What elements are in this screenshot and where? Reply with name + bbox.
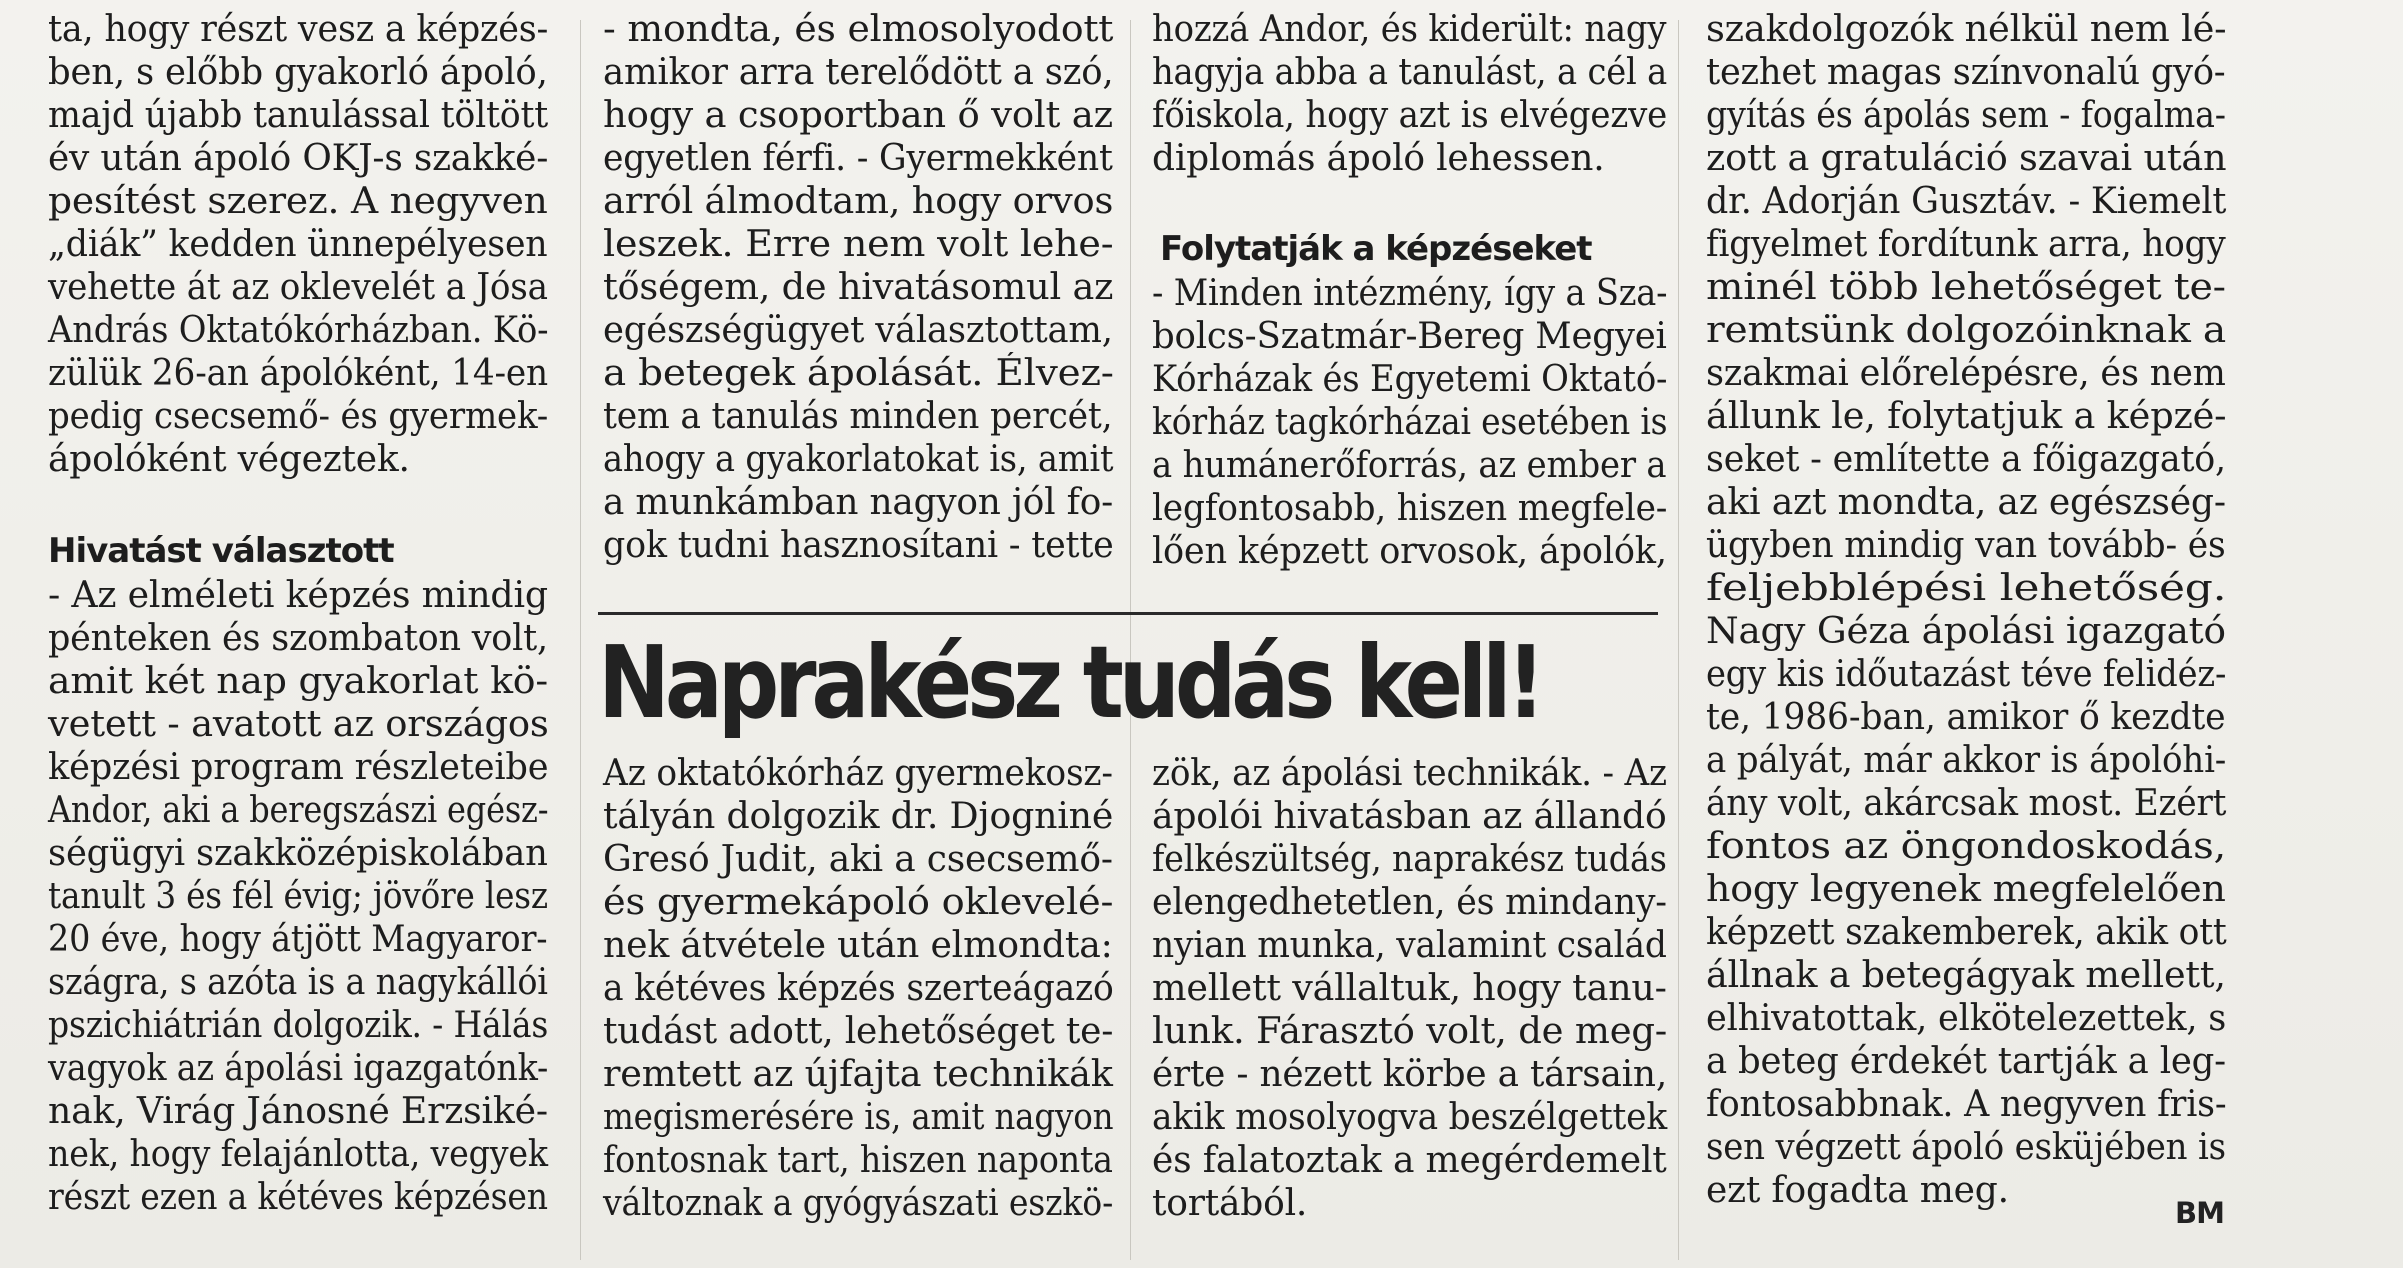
- text-line: Andor, aki a beregszászi egész-: [48, 790, 549, 831]
- text-line: hagyja abba a tanulást, a cél a: [1152, 52, 1668, 93]
- text-line: majd újabb tanulással töltött: [48, 95, 549, 136]
- text-line: fontosabbnak. A negyven fris-: [1706, 1084, 2227, 1125]
- text-line: tudást adott, lehetőséget te-: [603, 1011, 1114, 1052]
- text-line: nek, hogy felajánlotta, vegyek: [48, 1134, 548, 1175]
- text-line: ügyben mindig van tovább- és: [1706, 525, 2226, 566]
- text-line: év után ápoló OKJ-s szakké-: [48, 138, 549, 179]
- text-line: a pályát, már akkor is ápolóhi-: [1706, 740, 2227, 781]
- text-line: remtett az újfajta technikák: [603, 1054, 1113, 1095]
- text-line: hozzá Andor, és kiderült: nagy: [1152, 9, 1667, 50]
- text-line: fontos az öngondoskodás,: [1706, 826, 2227, 867]
- text-line: - mondta, és elmosolyodott: [603, 9, 1114, 50]
- text-line: a munkámban nagyon jól fo-: [603, 482, 1114, 523]
- text-line: 20 éve, hogy átjött Magyaror-: [48, 919, 548, 960]
- text-line: Az oktatókórház gyermekosz-: [603, 753, 1113, 794]
- text-line: tanult 3 és fél évig; jövőre lesz: [48, 876, 548, 917]
- text-line: diplomás ápoló lehessen.: [1152, 138, 1605, 179]
- text-line: ségügyi szakközépiskolában: [48, 833, 548, 874]
- text-line: ezt fogadta meg.: [1706, 1170, 2009, 1211]
- subheading-hivatast-valasztott: Hivatást választott: [48, 531, 394, 571]
- text-line: ápolóként végeztek.: [48, 439, 410, 480]
- text-line: a betegek ápolását. Élvez-: [603, 353, 1114, 394]
- author-signature: BM: [2175, 1196, 2224, 1230]
- text-line: sen végzett ápoló esküjében is: [1706, 1127, 2226, 1168]
- text-line: zott a gratuláció szavai után: [1706, 138, 2227, 179]
- text-line: arról álmodtam, hogy orvos: [603, 181, 1114, 222]
- text-line: seket - említette a főigazgató,: [1706, 439, 2226, 480]
- text-line: zök, az ápolási technikák. - Az: [1152, 753, 1667, 794]
- text-line: te, 1986-ban, amikor ő kezdte: [1706, 697, 2226, 738]
- text-line: főiskola, hogy azt is elvégezve: [1152, 95, 1668, 136]
- text-line: állnak a betegágyak mellett,: [1706, 955, 2226, 996]
- text-line: - Az elméleti képzés mindig: [48, 575, 548, 616]
- text-line: gyítás és ápolás sem - fogalma-: [1706, 95, 2226, 136]
- text-line: tőségem, de hivatásomul az: [603, 267, 1114, 308]
- text-line: érte - nézett körbe a társain,: [1152, 1054, 1668, 1095]
- text-line: felkészültség, naprakész tudás: [1152, 839, 1667, 880]
- text-line: „diák” kedden ünnepélyesen: [48, 224, 548, 265]
- text-line: mellett vállaltuk, hogy tanu-: [1152, 968, 1667, 1009]
- text-line: lően képzett orvosok, ápolók,: [1152, 531, 1667, 572]
- text-line: aki azt mondta, az egészség-: [1706, 482, 2226, 523]
- show-through-text: [20, 8, 30, 43]
- text-line: egészségügyet választottam,: [603, 310, 1113, 351]
- text-line: szakdolgozók nélkül nem lé-: [1706, 9, 2227, 50]
- text-line: pesítést szerez. A negyven: [48, 181, 548, 222]
- text-line: hogy a csoportban ő volt az: [603, 95, 1113, 136]
- text-line: szágra, s azóta is a nagykállói: [48, 962, 548, 1003]
- text-line: a humánerőforrás, az ember a: [1152, 445, 1667, 486]
- text-line: részt ezen a kétéves képzésen: [48, 1177, 548, 1218]
- text-line: Nagy Géza ápolási igazgató: [1706, 611, 2226, 652]
- text-line: képzési program részleteibe: [48, 747, 549, 788]
- text-line: nak, Virág Jánosné Erzsiké-: [48, 1091, 548, 1132]
- text-line: András Oktatókórházban. Kö-: [48, 310, 549, 351]
- text-line: Kórházak és Egyetemi Oktató-: [1152, 359, 1668, 400]
- text-line: tezhet magas színvonalú gyó-: [1706, 52, 2226, 93]
- text-line: vagyok az ápolási igazgatónk-: [48, 1048, 549, 1089]
- text-line: elhivatottak, elkötelezettek, s: [1706, 998, 2227, 1039]
- text-line: ben, s előbb gyakorló ápoló,: [48, 52, 548, 93]
- text-line: legfontosabb, hiszen megfele-: [1152, 488, 1668, 529]
- text-line: ta, hogy részt vesz a képzés-: [48, 9, 549, 50]
- text-line: egy kis időutazást téve felidéz-: [1706, 654, 2227, 695]
- text-line: gok tudni hasznosítani - tette: [603, 525, 1114, 566]
- text-line: egyetlen férfi. - Gyermekként: [603, 138, 1113, 179]
- column-divider: [1678, 20, 1679, 1260]
- text-line: Gresó Judit, aki a csecsemő-: [603, 839, 1113, 880]
- text-line: nek átvétele után elmondta:: [603, 925, 1113, 966]
- page-bottom-edge: [0, 1268, 2403, 1281]
- text-line: dr. Adorján Gusztáv. - Kiemelt: [1706, 181, 2227, 222]
- column-divider: [580, 20, 581, 1260]
- text-line: szakmai előrelépésre, és nem: [1706, 353, 2226, 394]
- text-line: feljebblépési lehetőség.: [1706, 568, 2227, 609]
- text-line: zülük 26-an ápolóként, 14-en: [48, 353, 548, 394]
- text-line: - Minden intézmény, így a Sza-: [1152, 273, 1668, 314]
- subheading-folytatjak-a-kepzeseket: Folytatják a képzéseket: [1160, 229, 1592, 269]
- text-line: minél több lehetőséget te-: [1706, 267, 2226, 308]
- text-line: képzett szakemberek, akik ott: [1706, 912, 2227, 953]
- text-line: amikor arra terelődött a szó,: [603, 52, 1114, 93]
- text-line: változnak a gyógyászati eszkö-: [603, 1183, 1114, 1224]
- text-line: állunk le, folytatjuk a képzé-: [1706, 396, 2227, 437]
- text-line: a kétéves képzés szerteágazó: [603, 968, 1114, 1009]
- headline: Naprakész tudás kell!: [598, 624, 1541, 741]
- text-line: ahogy a gyakorlatokat is, amit: [603, 439, 1114, 480]
- text-line: és gyermekápoló oklevelé-: [603, 882, 1114, 923]
- text-line: pedig csecsemő- és gyermek-: [48, 396, 549, 437]
- text-line: ápolói hivatásban az állandó: [1152, 796, 1667, 837]
- text-line: nyian munka, valamint család: [1152, 925, 1667, 966]
- text-line: ány volt, akárcsak most. Ezért: [1706, 783, 2227, 824]
- text-line: remtsünk dolgozóinknak a: [1706, 310, 2226, 351]
- text-line: elengedhetetlen, és mindany-: [1152, 882, 1667, 923]
- text-line: tortából.: [1152, 1183, 1308, 1224]
- text-line: leszek. Erre nem volt lehe-: [603, 224, 1114, 265]
- text-line: akik mosolyogva beszélgettek: [1152, 1097, 1667, 1138]
- text-line: hogy legyenek megfelelően: [1706, 869, 2226, 910]
- text-line: pénteken és szombaton volt,: [48, 618, 548, 659]
- text-line: lunk. Fárasztó volt, de meg-: [1152, 1011, 1668, 1052]
- text-line: és falatoztak a megérdemelt: [1152, 1140, 1667, 1181]
- text-line: bolcs-Szatmár-Bereg Megyei: [1152, 316, 1667, 357]
- text-line: tem a tanulás minden percét,: [603, 396, 1113, 437]
- text-line: pszichiátrián dolgozik. - Hálás: [48, 1005, 549, 1046]
- text-line: kórház tagkórházai esetében is: [1152, 402, 1668, 443]
- text-line: tályán dolgozik dr. Djogniné: [603, 796, 1114, 837]
- text-line: a beteg érdekét tartják a leg-: [1706, 1041, 2226, 1082]
- text-line: figyelmet fordítunk arra, hogy: [1706, 224, 2226, 265]
- text-line: vehette át az oklevelét a Jósa: [48, 267, 548, 308]
- text-line: fontosnak tart, hiszen naponta: [603, 1140, 1113, 1181]
- text-line: amit két nap gyakorlat kö-: [48, 661, 548, 702]
- text-line: megismerésére is, amit nagyon: [603, 1097, 1114, 1138]
- box-top-rule: [598, 612, 1658, 615]
- text-line: vetett - avatott az országos: [48, 704, 549, 745]
